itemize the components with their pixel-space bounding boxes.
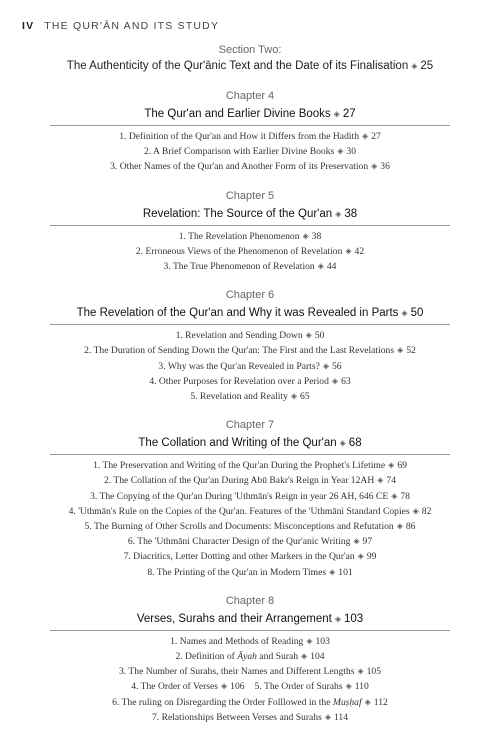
chapter-title-text: The Collation and Writing of the Qur'an <box>138 437 337 450</box>
chapter-block <box>0 287 500 404</box>
running-head <box>22 20 219 32</box>
entry-page: 56 <box>331 360 342 372</box>
entry-text: 6. The ruling on Disregarding the Order Folllowed in the <box>112 696 333 708</box>
entry-text: 5. Revelation and Reality <box>190 391 288 403</box>
entry-text: 4. The Order of Verses <box>131 681 218 693</box>
entry-italic-term: Muṣḥaf <box>332 696 362 708</box>
entry-page: 74 <box>386 475 397 487</box>
diamond-icon: ◈ <box>290 391 298 401</box>
entry-page: 69 <box>397 460 407 472</box>
divider <box>50 225 450 226</box>
entry-page: 114 <box>333 711 349 723</box>
diamond-icon: ◈ <box>333 109 340 119</box>
chapter-title[interactable] <box>137 611 363 630</box>
diamond-icon: ◈ <box>339 438 346 448</box>
entry-text: 7. Diacritics, Letter Dotting and other Markers in the Qur'an <box>123 551 355 563</box>
diamond-icon: ◈ <box>412 506 419 516</box>
table-of-contents <box>0 42 500 725</box>
toc-entry[interactable] <box>0 328 500 343</box>
divider <box>50 454 450 455</box>
toc-entry[interactable] <box>0 159 500 174</box>
entry-page: 106 <box>230 681 245 693</box>
entry-page: 44 <box>326 261 337 273</box>
toc-entry[interactable] <box>0 695 500 710</box>
chapter-label: Chapter 5 <box>225 189 275 202</box>
diamond-icon: ◈ <box>357 666 364 676</box>
toc-entry[interactable] <box>0 229 500 244</box>
divider <box>50 630 450 631</box>
section-heading <box>0 42 500 75</box>
diamond-icon: ◈ <box>302 231 309 241</box>
entry-text: 5. The Burning of Other Scrolls and Documents: Misconceptions and Refutation <box>84 521 394 533</box>
toc-entry[interactable] <box>0 473 500 488</box>
chapter-title-text: The Revelation of the Qur'an and Why it was Revealed in Parts <box>76 307 399 320</box>
entry-page: 104 <box>310 651 325 663</box>
toc-entry[interactable] <box>0 534 500 549</box>
diamond-icon: ◈ <box>335 209 342 219</box>
toc-entry[interactable] <box>0 664 500 679</box>
diamond-icon: ◈ <box>322 361 329 371</box>
chapter-title-text: Revelation: The Source of the Qur'an <box>142 207 333 220</box>
toc-entry[interactable] <box>0 565 500 580</box>
entry-text: 3. The True Phenomenon of Revelation <box>163 261 315 273</box>
divider <box>50 125 450 126</box>
diamond-icon: ◈ <box>345 246 352 256</box>
section-title <box>0 58 500 75</box>
chapter-block <box>0 188 500 275</box>
entry-text: 8. The Printing of the Qur'an in Modern Times <box>147 566 327 578</box>
entry-text: 2. The Collation of the Qur'an During Abū Bakr's Reign in Year 12AH <box>103 475 375 487</box>
entry-text: 2. Erroneous Views of the Phenomenon of Revelation <box>135 245 343 257</box>
entry-page: 103 <box>315 635 330 647</box>
toc-entry[interactable] <box>0 374 500 389</box>
entry-page: 86 <box>405 521 416 533</box>
entry-text: 3. The Number of Surahs, their Names and Different Lengths <box>119 666 355 678</box>
diamond-icon: ◈ <box>221 681 228 691</box>
diamond-icon: ◈ <box>396 521 403 531</box>
entry-page: 99 <box>366 551 377 563</box>
toc-entry[interactable] <box>0 359 500 374</box>
toc-entry[interactable] <box>0 710 500 725</box>
entry-text: 1. The Revelation Phenomenon <box>178 230 300 242</box>
entry-page: 27 <box>371 131 381 142</box>
section-label: Section Two: <box>218 44 282 56</box>
entry-page: 110 <box>354 681 369 693</box>
diamond-icon: ◈ <box>345 681 352 691</box>
chapter-title-text: The Qur'an and Earlier Divine Books <box>144 108 331 120</box>
toc-entry[interactable] <box>0 634 500 649</box>
entry-italic-term: Āyah <box>237 651 257 663</box>
diamond-icon: ◈ <box>329 567 336 577</box>
entry-text: 1. Definition of the Qur'an and How it Differs from the Hadith <box>119 131 359 142</box>
entry-text: 2. The Duration of Sending Down the Qur'an: The First and the Last Revelations <box>84 345 395 357</box>
chapter-page: 68 <box>348 437 362 450</box>
diamond-icon: ◈ <box>388 460 395 470</box>
toc-entry[interactable] <box>0 519 500 534</box>
divider <box>50 324 450 325</box>
entry-page: 112 <box>373 696 388 708</box>
entry-text: 3. The Copying of the Qur'an During 'Uthmān's Reign in year 26 AH, 646 CE <box>90 490 389 502</box>
chapter-label: Chapter 8 <box>225 594 275 607</box>
entry-text: 1. Revelation and Sending Down <box>175 330 303 342</box>
chapter-page: 38 <box>344 207 358 220</box>
entry-page: 78 <box>400 490 410 502</box>
entry-text: 6. The 'Uthmāni Character Design of the Qur'anic Writing <box>127 536 351 548</box>
entry-page: 42 <box>354 245 365 257</box>
chapter-block <box>0 417 500 580</box>
diamond-icon: ◈ <box>306 636 313 646</box>
diamond-icon: ◈ <box>337 146 344 156</box>
entry-text: 1. Names and Methods of Reading <box>170 635 304 647</box>
entry-text: 2. A Brief Comparison with Earlier Divine Books <box>143 146 335 158</box>
entry-text: 7. Relationships Between Verses and Surahs <box>151 711 322 723</box>
entry-text: 1. The Preservation and Writing of the Qur'an During the Prophet's Lifetime <box>93 460 386 472</box>
entry-text: 4. 'Uthmān's Rule on the Copies of the Qur'an. Features of the 'Uthmāni Standard Copies <box>68 505 410 517</box>
diamond-icon: ◈ <box>411 61 418 71</box>
entry-page: 101 <box>338 566 353 578</box>
diamond-icon: ◈ <box>317 261 324 271</box>
chapter-page: 103 <box>343 612 364 625</box>
entry-text: 3. Other Names of the Qur'an and Another Form of its Preservation <box>110 161 369 173</box>
entry-page: 97 <box>362 536 373 548</box>
entry-page: 50 <box>314 330 325 342</box>
entry-page: 36 <box>380 161 390 173</box>
diamond-icon: ◈ <box>334 614 341 624</box>
entry-text: 4. Other Purposes for Revelation over a Period <box>149 375 329 387</box>
page-number: IV <box>22 20 35 32</box>
chapter-title[interactable] <box>143 206 357 225</box>
entry-page: 30 <box>346 146 356 158</box>
chapter-list <box>0 88 500 725</box>
entry-page: 63 <box>341 375 351 387</box>
diamond-icon: ◈ <box>364 697 371 707</box>
diamond-icon: ◈ <box>305 330 312 340</box>
diamond-icon: ◈ <box>377 475 384 485</box>
diamond-icon: ◈ <box>301 651 308 661</box>
chapter-title[interactable] <box>77 305 424 324</box>
entry-text: 3. Why was the Qur'an Revealed in Parts? <box>158 360 320 372</box>
toc-entry[interactable] <box>0 679 500 694</box>
chapter-label: Chapter 4 <box>225 90 275 102</box>
chapter-block <box>0 88 500 175</box>
toc-entry[interactable] <box>0 504 500 519</box>
entry-page: 52 <box>406 345 416 357</box>
chapter-title[interactable] <box>138 435 361 454</box>
chapter-label: Chapter 6 <box>225 289 275 302</box>
diamond-icon: ◈ <box>397 345 404 355</box>
chapter-title-text: Verses, Surahs and their Arrangement <box>136 612 332 625</box>
toc-entry[interactable] <box>0 489 500 504</box>
diamond-icon: ◈ <box>401 308 408 318</box>
toc-entry[interactable] <box>0 549 500 564</box>
entry-page: 65 <box>300 391 310 403</box>
diamond-icon: ◈ <box>362 131 369 141</box>
diamond-icon: ◈ <box>371 161 378 171</box>
diamond-icon: ◈ <box>353 536 360 546</box>
toc-entry[interactable] <box>0 649 500 664</box>
entry-page: 38 <box>311 230 322 242</box>
chapter-page: 50 <box>410 307 424 320</box>
diamond-icon: ◈ <box>331 376 339 386</box>
toc-entry[interactable] <box>0 259 500 274</box>
chapter-block <box>0 593 500 725</box>
toc-entry[interactable] <box>0 144 500 159</box>
toc-entry[interactable] <box>0 244 500 259</box>
toc-entry[interactable] <box>0 389 500 404</box>
entry-text: 2. Definition of <box>175 651 238 663</box>
chapter-label: Chapter 7 <box>225 419 275 432</box>
book-title: THE QUR'ĀN AND ITS STUDY <box>44 20 220 32</box>
diamond-icon: ◈ <box>324 712 331 722</box>
section-title-text: The Authenticity of the Qur'ānic Text and the Date of its Finalisation <box>66 60 409 72</box>
chapter-page: 27 <box>342 108 356 120</box>
toc-entry[interactable] <box>0 343 500 358</box>
diamond-icon: ◈ <box>391 491 398 501</box>
toc-entry[interactable] <box>0 129 500 144</box>
entry-page: 82 <box>421 505 432 517</box>
diamond-icon: ◈ <box>357 551 364 561</box>
chapter-title[interactable] <box>144 106 355 125</box>
entry-text: 5. The Order of Surahs <box>254 681 343 693</box>
toc-entry[interactable] <box>0 458 500 473</box>
entry-text-after: and Surah <box>256 651 299 663</box>
entry-page: 105 <box>366 666 381 678</box>
section-page: 25 <box>420 60 434 72</box>
